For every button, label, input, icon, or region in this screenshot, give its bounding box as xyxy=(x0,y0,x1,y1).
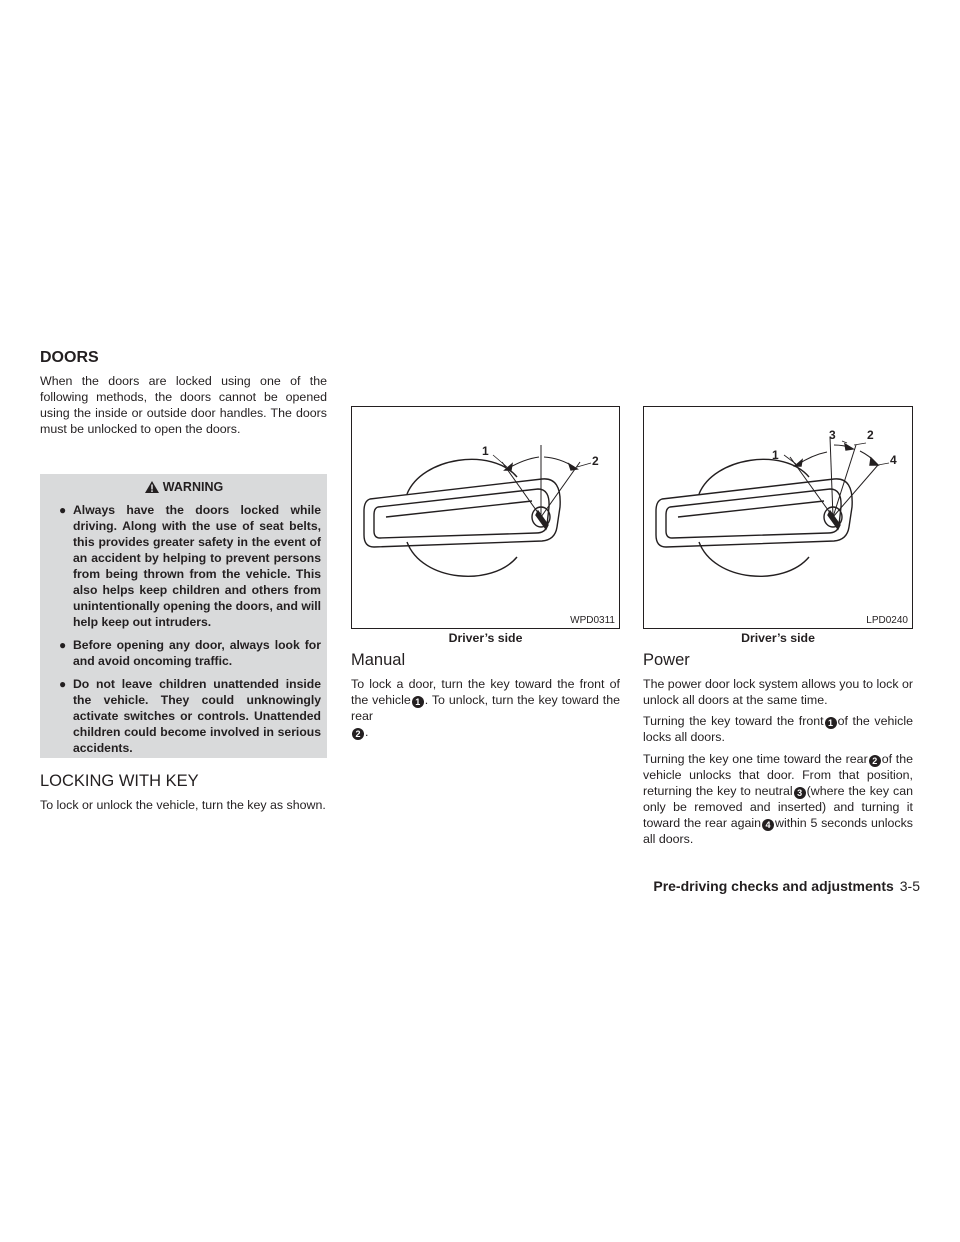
figure1-label-1: 1 xyxy=(482,444,489,458)
callout-4-icon: 4 xyxy=(762,819,774,831)
warning-heading-text: WARNING xyxy=(162,480,224,494)
manual-paragraph xyxy=(351,676,620,740)
manual-text-a: To lock a door, turn the key toward the front of the vehicle xyxy=(351,677,620,707)
manual-text-c: . xyxy=(365,725,369,739)
callout-2-icon: 2 xyxy=(869,755,881,767)
page-number: 3-5 xyxy=(899,878,920,894)
figure2-label-3: 3 xyxy=(829,428,836,442)
door-handle-power-illustration xyxy=(644,407,912,628)
warning-item xyxy=(40,676,327,756)
figure2-caption: Driver’s side xyxy=(741,631,815,645)
bullet-icon: ● xyxy=(59,503,67,517)
callout-3-icon: 3 xyxy=(794,787,806,799)
callout-1-icon: 1 xyxy=(825,717,837,729)
figure2-label-1: 1 xyxy=(772,448,779,462)
figure1-caption: Driver’s side xyxy=(448,631,523,645)
figure2-label-2: 2 xyxy=(867,428,874,442)
page-footer xyxy=(653,878,920,894)
warning-item xyxy=(40,502,327,630)
power-heading: Power xyxy=(643,651,690,669)
warning-triangle-icon xyxy=(144,480,160,494)
power-paragraph-2 xyxy=(643,713,913,745)
warning-list xyxy=(40,502,327,756)
power-p3-text-b: of the vehicle unlocks that door. From that position, returning the key to neutral xyxy=(643,752,913,798)
locking-text: To lock or unlock the vehicle, turn the key as shown. xyxy=(40,798,326,812)
figure2-code: LPD0240 xyxy=(866,615,908,626)
callout-2-icon: 2 xyxy=(352,728,364,740)
footer-label: Pre-driving checks and adjustments xyxy=(653,878,894,894)
locking-heading: LOCKING WITH KEY xyxy=(40,772,199,790)
door-handle-illustration xyxy=(352,407,619,628)
manual-heading: Manual xyxy=(351,651,406,669)
warning-item-text: Do not leave children unattended inside the vehicle. They could unknowingly activate switches or controls. Unattended children could become involved in serious accidents. xyxy=(73,677,321,755)
manual-text-b: . To unlock, turn the key toward the rear xyxy=(351,693,620,723)
figure1-label-2: 2 xyxy=(592,454,599,468)
bullet-icon: ● xyxy=(59,638,67,652)
power-paragraph-3 xyxy=(643,751,913,847)
warning-heading xyxy=(40,474,327,494)
bullet-icon: ● xyxy=(59,677,67,691)
power-p2-text-a: Turning the key toward the front xyxy=(643,714,824,728)
intro-paragraph: When the doors are locked using one of the following methods, the doors cannot be opened using the inside or outside door handles. The doors must be unlocked to open the doors. xyxy=(40,374,327,436)
power-p3-text-a: Turning the key one time toward the rear xyxy=(643,752,868,766)
figure-power-lock xyxy=(643,406,913,629)
warning-item-text: Before opening any door, always look for and avoid oncoming traffic. xyxy=(73,638,321,668)
warning-item xyxy=(40,637,327,669)
power-p3-text-d: within 5 seconds unlocks all doors. xyxy=(643,816,913,846)
section-title: DOORS xyxy=(40,349,99,366)
figure1-code: WPD0311 xyxy=(570,615,615,626)
power-p3-text-c: (where the key can only be removed and inserted) and turning it toward the rear again xyxy=(643,784,913,830)
callout-1-icon: 1 xyxy=(412,696,424,708)
figure-manual-lock xyxy=(351,406,620,629)
power-paragraph-1: The power door lock system allows you to lock or unlock all doors at the same time. xyxy=(643,677,913,707)
warning-item-text: Always have the doors locked while driving. Along with the use of seat belts, this provides greater safety in the event of an accident by helping to prevent persons from being thrown from the vehicle. This also helps keep children and others from unintentionally opening the doors, and will help keep out intruders. xyxy=(73,503,321,629)
figure2-label-4: 4 xyxy=(890,453,897,467)
power-p2-text-b: of the vehicle locks all doors. xyxy=(643,714,914,744)
warning-box xyxy=(40,474,327,758)
